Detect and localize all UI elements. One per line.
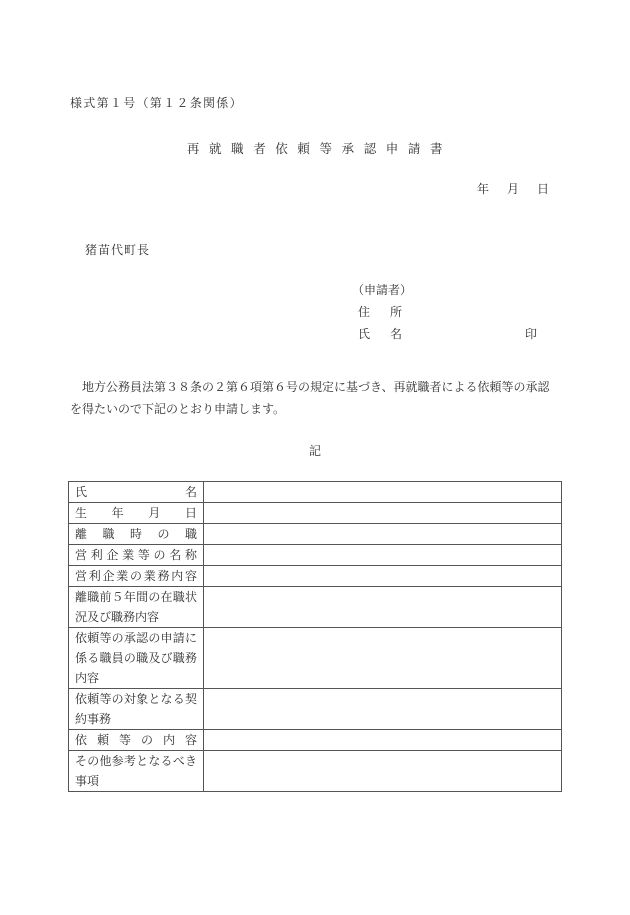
table-row (69, 751, 562, 792)
table-value-cell (204, 482, 562, 503)
address-label: 住 所 (358, 305, 407, 319)
table-row (69, 587, 562, 628)
body-paragraph (70, 377, 562, 420)
table-value-cell (204, 587, 562, 628)
table-value-cell (204, 524, 562, 545)
body-line: を得たいので下記のとおり申請します。 (70, 401, 286, 416)
name-label: 氏 名 (358, 327, 407, 341)
table-value-cell (204, 689, 562, 730)
table-label-cell: 離職前５年間の在職状況及び職務内容 (69, 587, 204, 628)
notation-ki: 記 (308, 444, 321, 458)
table-row (69, 628, 562, 689)
table-label-cell: その他参考となるべき事項 (69, 751, 204, 792)
table-label-cell: 営利企業の業務内容 (69, 566, 204, 587)
date-year-label: 年 (477, 182, 490, 196)
table-row (69, 503, 562, 524)
table-row (69, 730, 562, 751)
date-day-label: 日 (537, 182, 550, 196)
table-row (69, 566, 562, 587)
table-label-cell: 依頼等の対象となる契約事務 (69, 689, 204, 730)
table-value-cell (204, 730, 562, 751)
table-row (69, 689, 562, 730)
table-label-cell: 氏名 (69, 482, 204, 503)
table-row (69, 545, 562, 566)
applicant-heading: （申請者） (352, 283, 413, 297)
table-label-cell: 依頼等の内容 (69, 730, 204, 751)
date-month-label: 月 (507, 182, 520, 196)
table-label-cell: 営利企業等の名称 (69, 545, 204, 566)
body-line: 地方公務員法第３８条の２第６項第６号の規定に基づき、再就職者による依頼等の承認 (70, 380, 550, 394)
table-row (69, 482, 562, 503)
document-title: 再就職者依頼等承認申請書 (186, 142, 453, 156)
seal-label: 印 (525, 327, 538, 341)
form-table (68, 481, 562, 792)
table-value-cell (204, 503, 562, 524)
table-row (69, 524, 562, 545)
form-number: 様式第１号（第１２条関係） (70, 96, 243, 110)
table-value-cell (204, 628, 562, 689)
addressee: 猪苗代町長 (85, 243, 151, 257)
table-value-cell (204, 545, 562, 566)
table-value-cell (204, 566, 562, 587)
table-value-cell (204, 751, 562, 792)
table-label-cell: 生年月日 (69, 503, 204, 524)
date-line (477, 182, 549, 196)
table-label-cell: 離職時の職 (69, 524, 204, 545)
table-label-cell: 依頼等の承認の申請に係る職員の職及び職務内容 (69, 628, 204, 689)
